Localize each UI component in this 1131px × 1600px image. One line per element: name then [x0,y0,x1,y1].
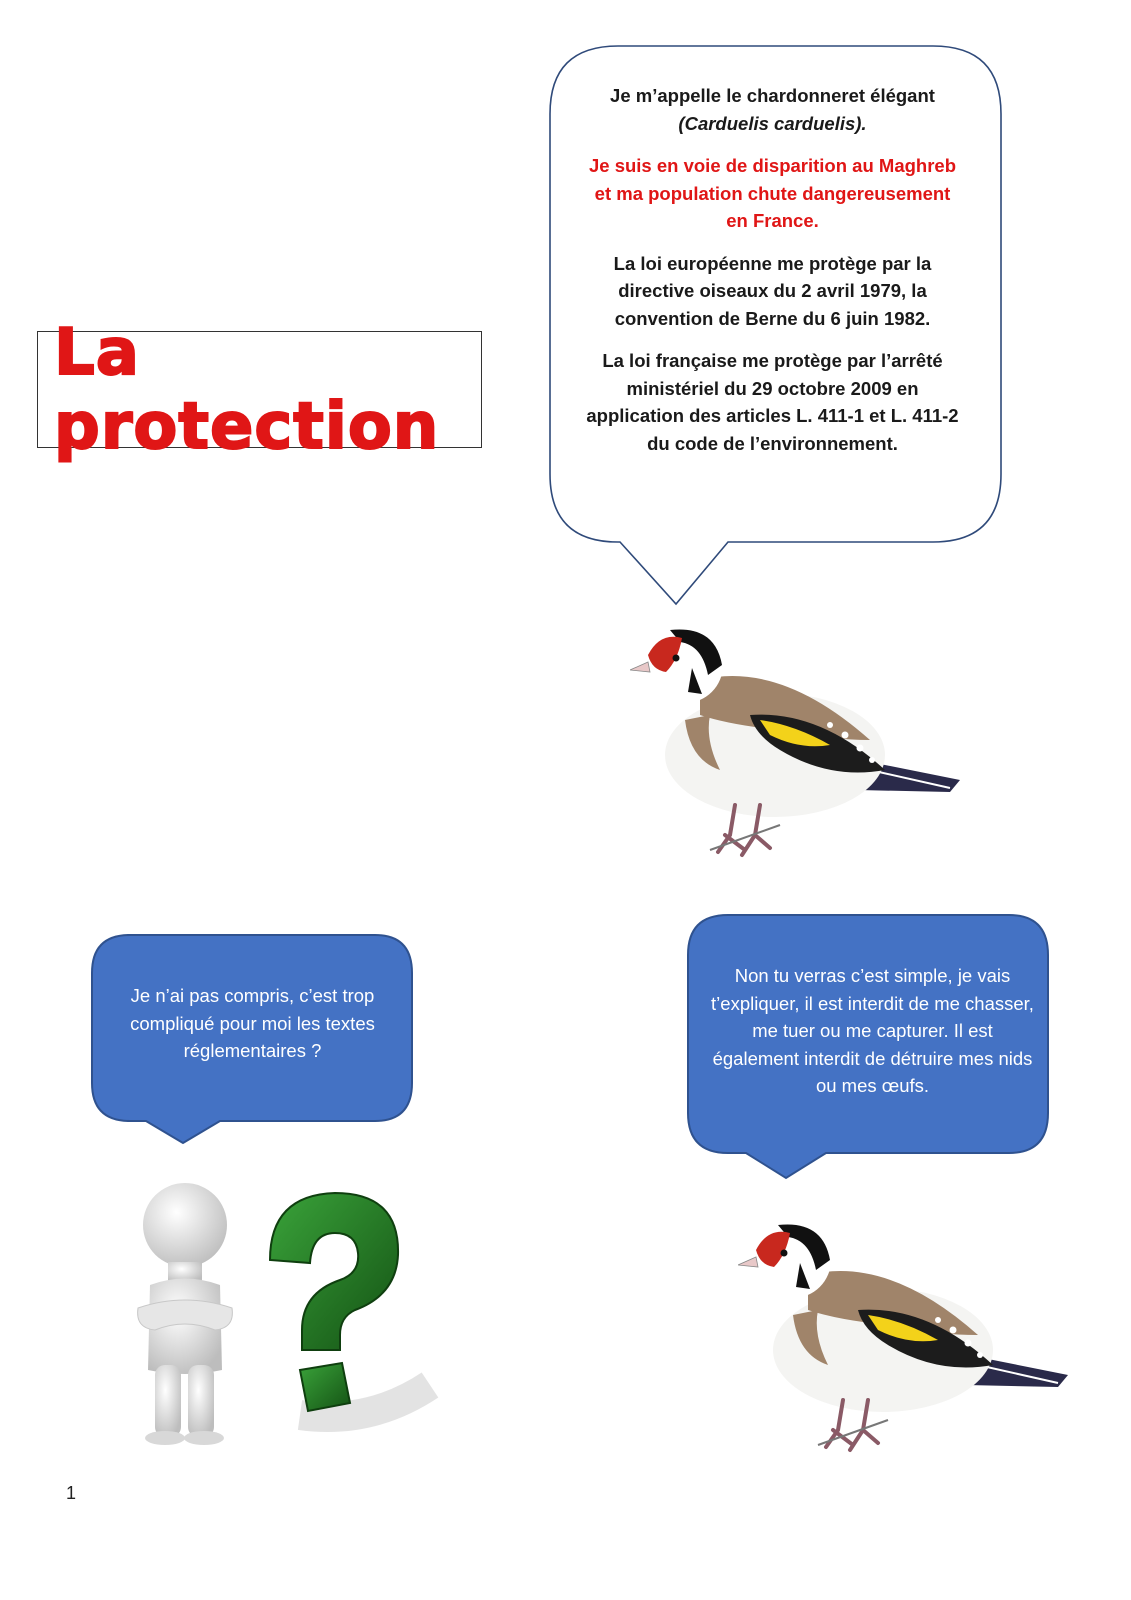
page-number: 1 [66,1483,77,1503]
thinking-person-icon [120,1180,250,1450]
endangered-warning: Je suis en voie de disparition au Maghreb et ma population chute dangereusement en France. [588,155,956,231]
speech-bubble-top-text [585,82,960,472]
goldfinch-icon [630,620,970,870]
european-law-text: La loi européenne me protège par la directive oiseaux du 2 avril 1979, la convention de Berne du 6 juin 1982. [613,252,932,329]
scientific-name: (Carduelis carduelis). [678,112,867,134]
bird-intro: Je m’appelle le chardonneret élégant [610,85,935,106]
question-text: Je n’ai pas compris, c’est trop compliqué pour moi les textes réglementaires ? [130,985,375,1061]
french-law-text: La loi française me protège par l’arrêté ministériel du 29 octobre 2009 en application des articles L. 411-1 et L. 411-2 du code de l’environnement. [586,350,959,454]
title-box [37,315,482,464]
answer-text: Non tu verras c’est simple, je vais t’expliquer, il est interdit de me chasser, me tuer ou me capturer. Il est également interdit de détruire mes nids ou mes œufs. [711,965,1034,1096]
question-mark-icon [260,1185,450,1435]
page-title: La protection [54,315,440,464]
goldfinch-icon-bottom [738,1215,1078,1465]
